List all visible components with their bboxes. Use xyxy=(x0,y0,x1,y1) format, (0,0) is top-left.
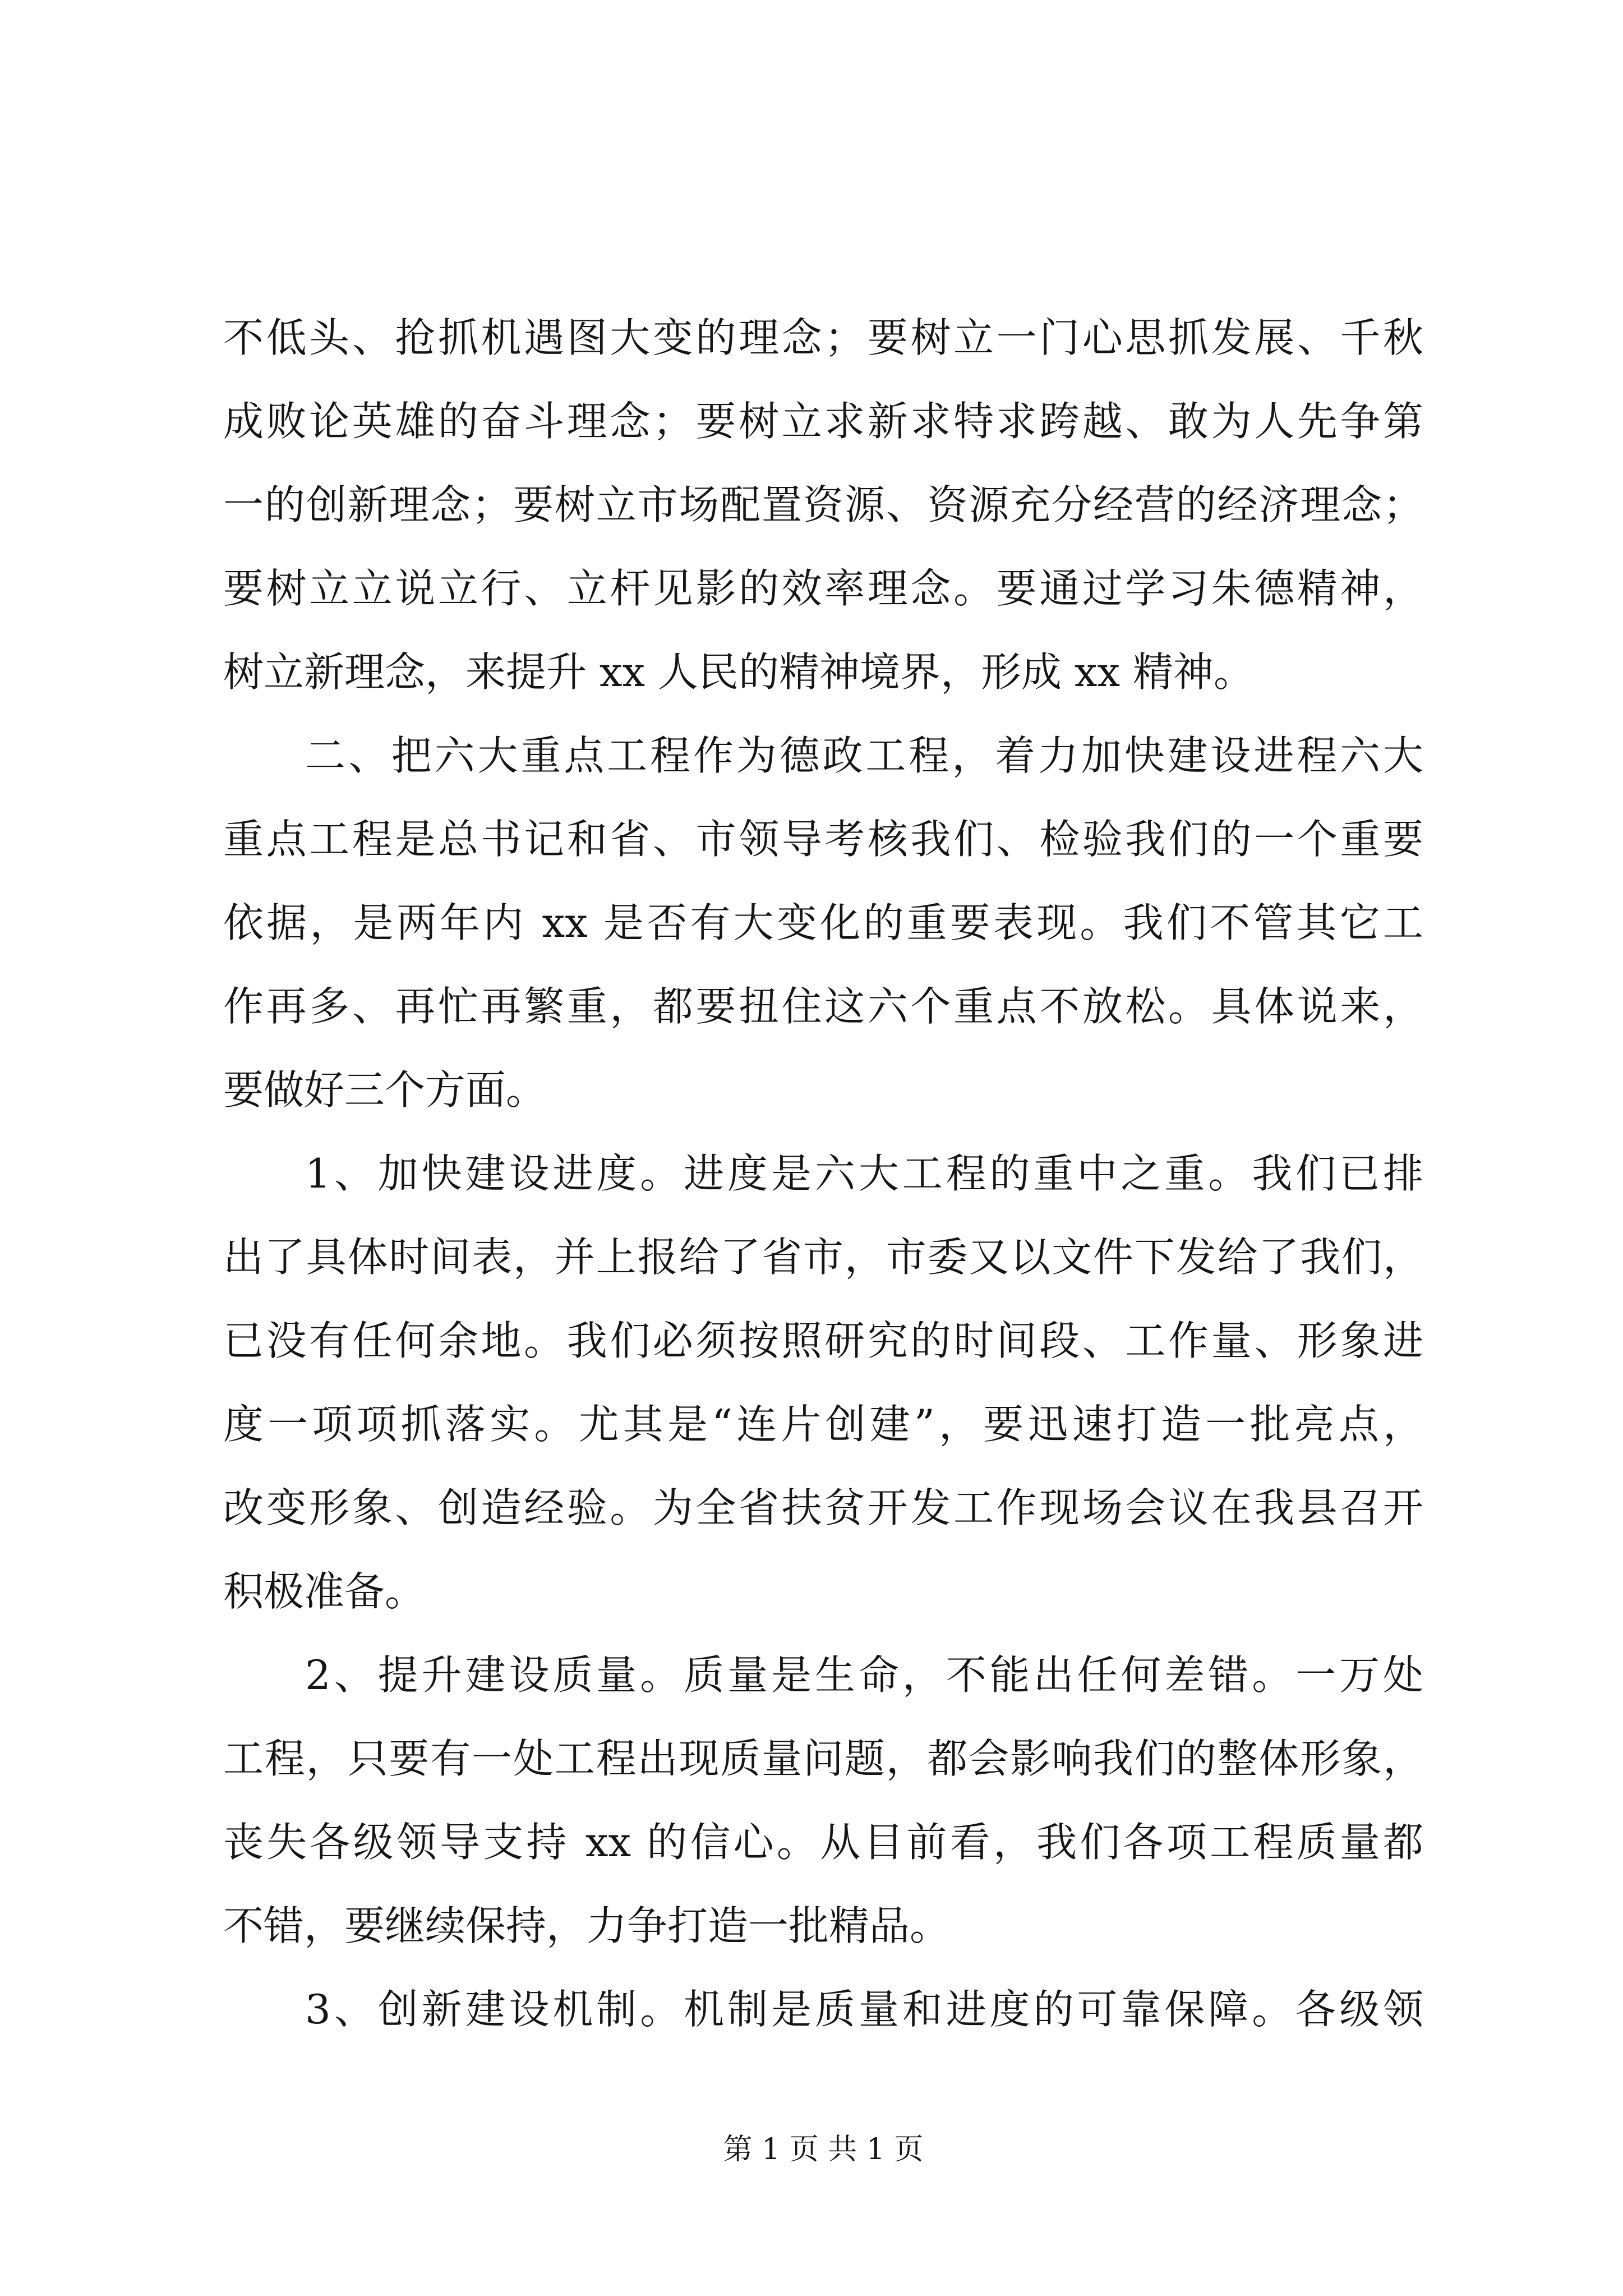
text-line: 树立新理念，来提升 xx 人民的精神境界，形成 xx 精神。 xyxy=(223,648,1254,696)
text-line: 已没有任何余地。我们必须按照研究的时间段、工作量、形象进 xyxy=(223,1317,1423,1364)
text-line: 要树立立说立行、立杆见影的效率理念。要通过学习朱德精神， xyxy=(223,565,1423,612)
text-line: 重点工程是总书记和省、市领导考核我们、检验我们的一个重要 xyxy=(223,816,1423,863)
text-line: 依据，是两年内 xx 是否有大变化的重要表现。我们不管其它工 xyxy=(223,899,1423,946)
text-line: 1、加快建设进度。进度是六大工程的重中之重。我们已排 xyxy=(305,1150,1423,1197)
body-text xyxy=(223,296,1423,2051)
text-line: 丧失各级领导支持 xx 的信心。从目前看，我们各项工程质量都 xyxy=(223,1819,1423,1866)
paragraph xyxy=(223,714,1423,1132)
text-line: 积极准备。 xyxy=(223,1568,426,1615)
paragraph xyxy=(223,1968,1423,2051)
text-line: 出了具体时间表，并上报给了省市，市委又以文件下发给了我们， xyxy=(223,1234,1423,1281)
text-line: 二、把六大重点工程作为德政工程，着力加快建设进程六大 xyxy=(305,732,1423,779)
text-line: 改变形象、创造经验。为全省扶贫开发工作现场会议在我县召开 xyxy=(223,1484,1423,1531)
text-line: 不错，要继续保持，力争打造一批精品。 xyxy=(223,1902,951,1949)
paragraph xyxy=(223,1634,1423,1968)
page-footer: 第 1 页 共 1 页 xyxy=(723,2133,924,2166)
paragraph xyxy=(223,296,1423,714)
text-line: 要做好三个方面。 xyxy=(223,1066,547,1114)
text-line: 成败论英雄的奋斗理念；要树立求新求特求跨越、敢为人先争第 xyxy=(223,398,1423,445)
text-line: 一的创新理念；要树立市场配置资源、资源充分经营的经济理念； xyxy=(223,481,1423,528)
text-line: 工程，只要有一处工程出现质量问题，都会影响我们的整体形象， xyxy=(223,1735,1423,1782)
paragraph xyxy=(223,1132,1423,1634)
text-line: 度一项项抓落实。尤其是“连片创建”，要迅速打造一批亮点， xyxy=(223,1401,1423,1448)
text-line: 作再多、再忙再繁重，都要扭住这六个重点不放松。具体说来， xyxy=(223,983,1423,1030)
text-line: 3、创新建设机制。机制是质量和进度的可靠保障。各级领 xyxy=(305,1986,1423,2033)
text-line: 2、提升建设质量。质量是生命，不能出任何差错。一万处 xyxy=(305,1651,1423,1699)
text-line: 不低头、抢抓机遇图大变的理念；要树立一门心思抓发展、千秋 xyxy=(223,314,1423,361)
